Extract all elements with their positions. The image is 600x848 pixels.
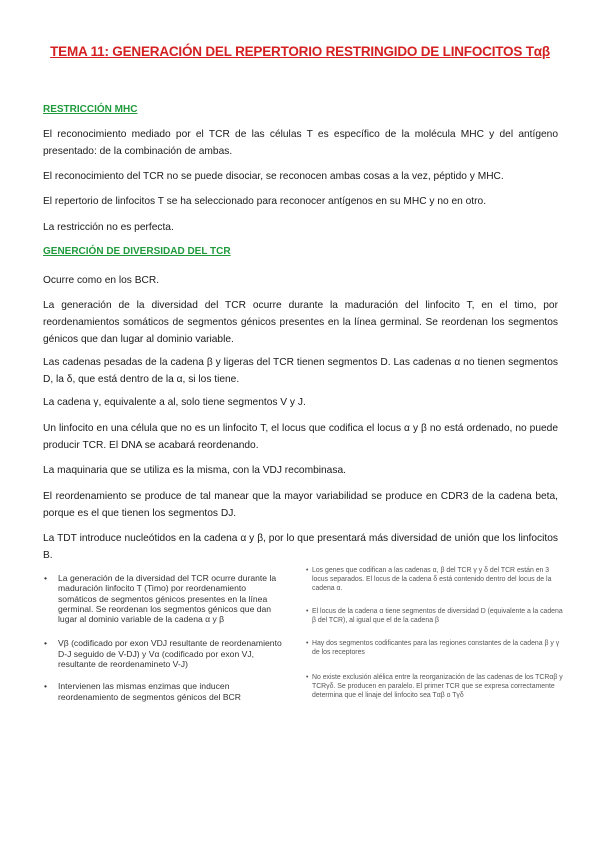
slide-bullet-text: Los genes que codifican a las cadenas α, β del TCR γ y δ del TCR están en 3 locus separados. El locus de la cadena δ está contenido dentro del locus de la cadena α. (312, 567, 552, 592)
slide-bullet-item (42, 573, 287, 624)
bullet-icon: • (306, 567, 309, 574)
section-heading-restriccion-mhc: RESTRICCIÓN MHC (43, 104, 138, 115)
paragraph: La restricción no es perfecta. (43, 222, 174, 233)
slide-bullet-text: El locus de la cadena α tiene segmentos de diversidad D (equivalente a la cadena β del TCR), al igual que el de la cadena β (312, 608, 563, 624)
bullet-icon: • (44, 573, 48, 583)
slide-bullet-text: Vβ (codificado por exon VDJ resultante de reordenamiento D-J seguido de V-DJ) y Vα (codificado por exon VJ, resultante de reordenamineto V-J) (58, 638, 282, 670)
slide-bullet-text: No existe exclusión alélica entre la reorganización de las cadenas de los TCRαβ y TCRγδ. Se producen en paralelo. El primer TCR que se expresa correctamente determina que el linaje del linfocito sea Tαβ o Tγδ (312, 674, 563, 699)
page-title: TEMA 11: GENERACIÓN DEL REPERTORIO RESTRINGIDO DE LINFOCITOS Tαβ (50, 44, 550, 59)
paragraph: El reconocimiento del TCR no se puede disociar, se reconocen ambas cosas a la vez, péptido y MHC. (43, 171, 504, 182)
paragraph: La cadena γ, equivalente a al, solo tiene segmentos V y J. (43, 397, 306, 408)
slide-bullet-text: La generación de la diversidad del TCR ocurre durante la maduración linfocito T (Timo) por reordenamiento somáticos de segmentos génicos presentes en la línea germinal. Se reordenan los segmentos génicos que dan lugar al dominio variable de la cadena α y β (58, 573, 277, 625)
slide-bullets-right (306, 566, 566, 700)
paragraph: La TDT introduce nucleótidos en la cadena α y β, por lo que presentará más diversidad de unión que los linfocitos B. (43, 533, 558, 561)
paragraph: La maquinaria que se utiliza es la misma, con la VDJ recombinasa. (43, 465, 346, 476)
paragraph: El repertorio de linfocitos T se ha seleccionado para reconocer antígenos en su MHC y no en otro. (43, 196, 487, 207)
slide-bullet-item (42, 681, 287, 702)
paragraph: Un linfocito en una célula que no es un linfocito T, el locus que codifica el locus α y β no está ordenado, no puede producir TCR. El DNA se acabará reordenando. (43, 423, 558, 451)
slide-bullet-item (306, 639, 566, 657)
bullet-icon: • (306, 640, 309, 647)
slide-bullet-item (306, 607, 566, 625)
slide-bullet-item (42, 638, 287, 669)
paragraph: El reconocimiento mediado por el TCR de las células T es específico de la molécula MHC y del antígeno presentado: de la combinación de ambas. (43, 129, 558, 157)
paragraph: Ocurre como en los BCR. (43, 275, 160, 286)
slide-bullets-left (42, 573, 287, 712)
bullet-icon: • (306, 608, 309, 615)
bullet-icon: • (44, 638, 48, 649)
paragraph: La generación de la diversidad del TCR ocurre durante la maduración del linfocito T, en el timo, por reordenamientos somáticos de segmentos génicos presentes en la línea germinal. Se reordenan los segmentos génicos que dan lugar al dominio variable. (43, 300, 558, 345)
paragraph: El reordenamiento se produce de tal manear que la mayor variabilidad se produce en CDR3 de la cadena beta, porque es el que tienen los segmentos DJ. (43, 491, 558, 519)
bullet-icon: • (44, 681, 48, 692)
slide-bullet-text: Intervienen las mismas enzimas que inducen reordenamiento de segmentos génicos del BCR (58, 681, 241, 702)
slide-bullet-item (306, 673, 566, 700)
bullet-icon: • (306, 674, 309, 681)
paragraph: Las cadenas pesadas de la cadena β y ligeras del TCR tienen segmentos D. Las cadenas α no tienen segmentos D, la δ, que está dentro de la α, si los tiene. (43, 357, 558, 385)
slide-bullet-item (306, 566, 566, 593)
slide-bullet-text: Hay dos segmentos codificantes para las regiones constantes de la cadena β y γ de los receptores (312, 640, 560, 656)
section-heading-diversidad-tcr: GENERCIÓN DE DIVERSIDAD DEL TCR (43, 246, 231, 257)
